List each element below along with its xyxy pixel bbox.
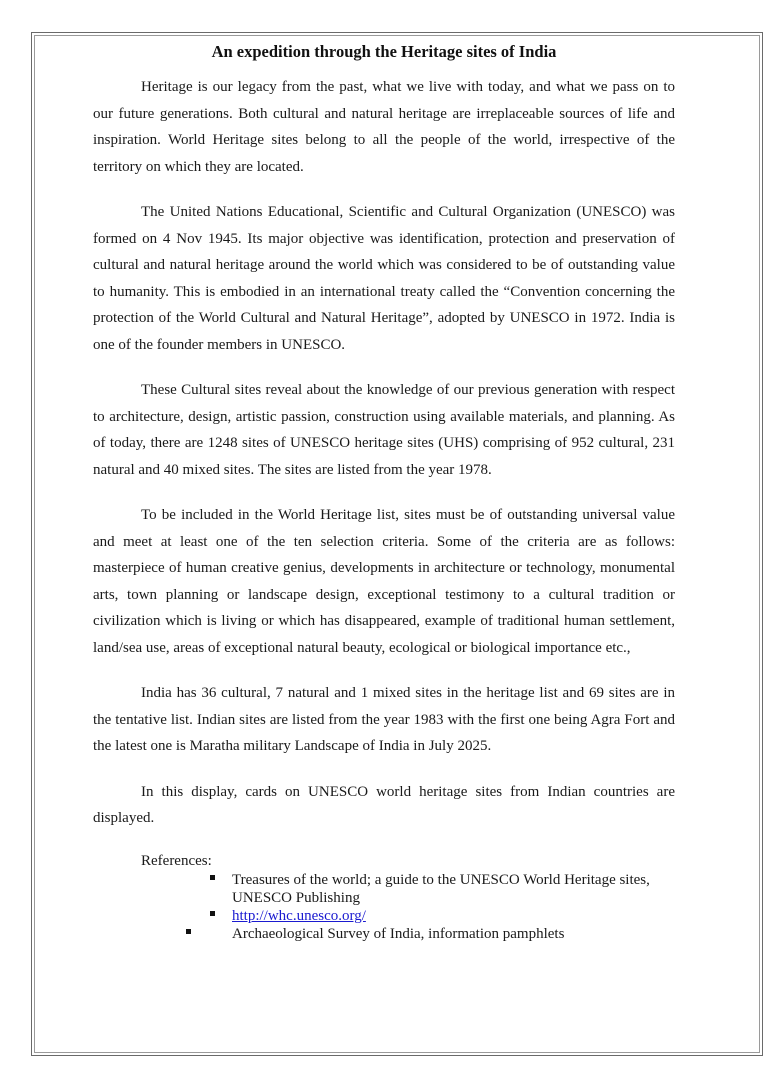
references-list (93, 871, 675, 943)
reference-item (93, 907, 675, 925)
square-bullet-icon (210, 911, 215, 916)
paragraph-unesco: The United Nations Educational, Scientific and Cultural Organization (UNESCO) was formed on 4 Nov 1945. Its major objective was identification, protection and preservation of cultural and natural heritage around the world which was considered to be of outstanding value to humanity. This is embodied in an international treaty called the “Convention concerning the protection of the World Cultural and Natural Heritage”, adopted by UNESCO in 1972. India is one of the founder members in UNESCO. (93, 204, 675, 353)
square-bullet-icon (186, 929, 191, 934)
reference-text: Treasures of the world; a guide to the UNESCO World Heritage sites, UNESCO Publishing (232, 871, 650, 906)
paragraph-heritage-intro: Heritage is our legacy from the past, what we live with today, and what we pass on to our future generations. Both cultural and natural heritage are irreplaceable sources of life and inspiration. World Heritage sites belong to all the people of the world, irrespective of the territory on which they are located. (93, 79, 675, 175)
reference-text: Archaeological Survey of India, information pamphlets (232, 925, 565, 942)
paragraph-india-sites: India has 36 cultural, 7 natural and 1 mixed sites in the heritage list and 69 sites are in the tentative list. Indian sites are listed from the year 1983 with the first one being Agra Fort and the latest one is Maratha military Landscape of India in July 2025. (93, 685, 675, 754)
square-bullet-icon (210, 875, 215, 880)
reference-link-whc[interactable]: http://whc.unesco.org/ (232, 907, 366, 924)
paragraph-cultural-sites: These Cultural sites reveal about the knowledge of our previous generation with respect to architecture, design, artistic passion, construction using available materials, and planning. As of today, there are 1248 sites of UNESCO heritage sites (UHS) comprising of 952 cultural, 231 natural and 40 mixed sites. The sites are listed from the year 1978. (93, 382, 675, 478)
document-title: An expedition through the Heritage sites of India (211, 42, 557, 61)
references-section (93, 851, 675, 943)
reference-item (93, 871, 675, 907)
references-heading: References: (141, 852, 212, 869)
document-body (93, 42, 675, 943)
reference-item (93, 925, 675, 943)
paragraph-selection-criteria: To be included in the World Heritage list, sites must be of outstanding universal value and meet at least one of the ten selection criteria. Some of the criteria are as follows: masterpiece of human creative genius, developments in architecture or technology, monumental arts, town planning or landscape design, exceptional testimony to a cultural tradition or civilization which is living or which has disappeared, example of traditional human settlement, land/sea use, areas of exceptional natural beauty, ecological or biological importance etc., (93, 507, 675, 656)
paragraph-display: In this display, cards on UNESCO world heritage sites from Indian countries are displayed. (93, 783, 675, 826)
